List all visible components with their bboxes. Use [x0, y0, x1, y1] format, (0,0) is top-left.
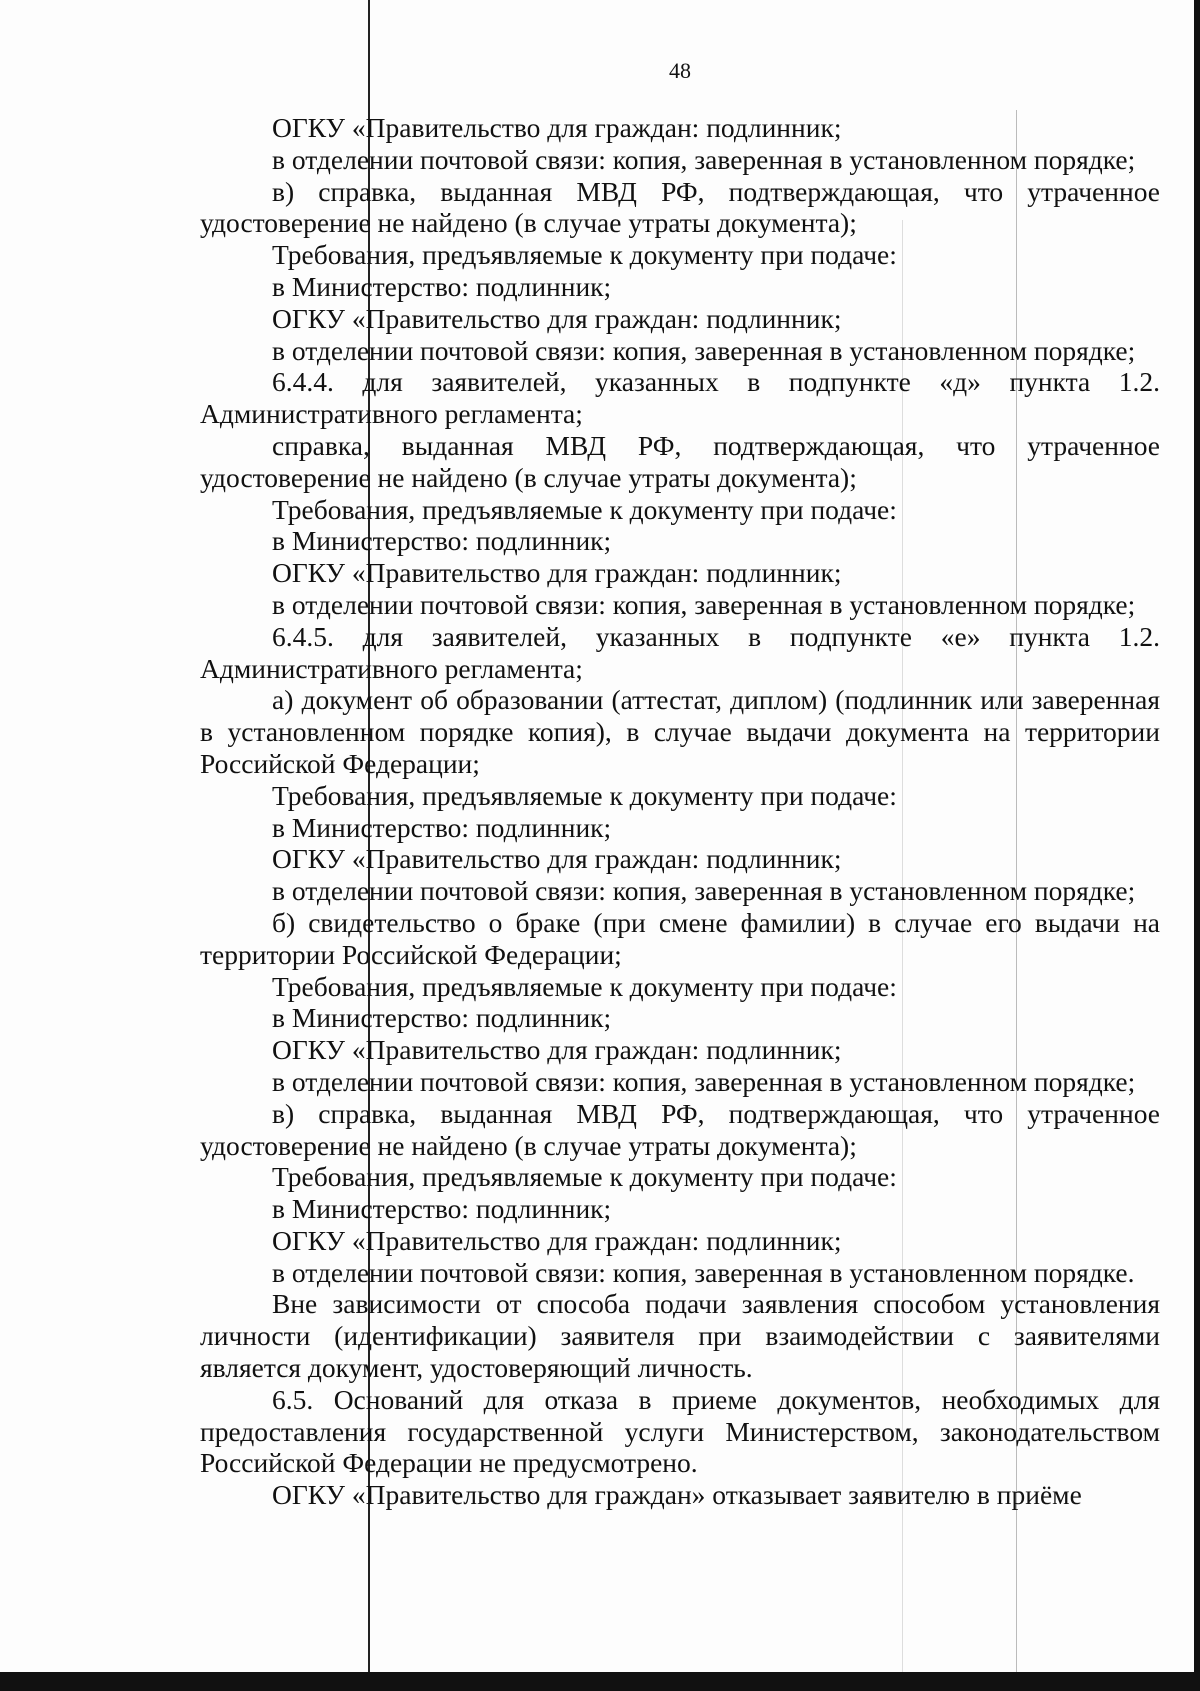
paragraph: в отделении почтовой связи: копия, заверенная в установленном порядке; [272, 588, 1136, 620]
paragraph: в отделении почтовой связи: копия, заверенная в установленном порядке; [272, 875, 1136, 907]
paragraph: ОГКУ «Правительство для граждан: подлинник; [272, 843, 842, 875]
paragraph: ОГКУ «Правительство для граждан: подлинник; [272, 557, 842, 589]
paragraph: справка, выданная МВД РФ, подтверждающая, что утраченное удостоверение не найдено (в случае утраты документа); [200, 429, 1160, 493]
paragraph: в Министерство: подлинник; [272, 270, 612, 302]
paragraph: в) справка, выданная МВД РФ, подтверждающая, что утраченное удостоверение не найдено (в случае утраты документа); [200, 1097, 1160, 1161]
paragraph: Требования, предъявляемые к документу при подаче: [272, 239, 897, 271]
paragraph: Требования, предъявляемые к документу при подаче: [272, 493, 897, 525]
paragraph: в отделении почтовой связи: копия, заверенная в установленном порядке; [272, 143, 1136, 175]
paragraph: в отделении почтовой связи: копия, заверенная в установленном порядке; [272, 334, 1136, 366]
paragraph: Требования, предъявляемые к документу при подаче: [272, 779, 897, 811]
paragraph: ОГКУ «Правительство для граждан» отказывает заявителю в приёме [272, 1479, 1082, 1511]
paragraph: в Министерство: подлинник; [272, 1193, 612, 1225]
paragraph: Вне зависимости от способа подачи заявления способом установления личности (идентификации) заявителя при взаимодействии с заявителями является документ, удостоверяющий личность. [200, 1288, 1160, 1384]
paragraph: ОГКУ «Правительство для граждан: подлинник; [272, 1034, 842, 1066]
page-number: 48 [669, 58, 691, 83]
scan-right-edge [1194, 0, 1200, 1691]
paragraph: в Министерство: подлинник; [272, 1002, 612, 1034]
paragraph: в Министерство: подлинник; [272, 525, 612, 557]
paragraph: в Министерство: подлинник; [272, 811, 612, 843]
paragraph: а) документ об образовании (аттестат, диплом) (подлинник или заверенная в установленном порядке копия), в случае выдачи документа на территории Российской Федерации; [200, 684, 1160, 779]
paragraph: в отделении почтовой связи: копия, заверенная в установленном порядке; [272, 1065, 1136, 1097]
paragraph: 6.5. Оснований для отказа в приеме документов, необходимых для предоставления государственной услуги Министерством, законодательством Российской Федерации не предусмотрено. [200, 1383, 1160, 1479]
paragraph: в отделении почтовой связи: копия, заверенная в установленном порядке. [272, 1256, 1135, 1288]
paragraph: ОГКУ «Правительство для граждан: подлинник; [272, 302, 842, 334]
paragraph: в) справка, выданная МВД РФ, подтверждающая, что утраченное удостоверение не найдено (в случае утраты документа); [200, 175, 1160, 239]
scan-bottom-edge [0, 1672, 1200, 1691]
paragraph: ОГКУ «Правительство для граждан: подлинник; [272, 1224, 842, 1256]
document-body [200, 112, 1160, 1511]
paragraph: ОГКУ «Правительство для граждан: подлинник; [272, 112, 842, 143]
paragraph: Требования, предъявляемые к документу при подаче: [272, 1161, 897, 1193]
paragraph: 6.4.4. для заявителей, указанных в подпункте «д» пункта 1.2. Административного регламента; [200, 366, 1160, 430]
paragraph: 6.4.5. для заявителей, указанных в подпункте «е» пункта 1.2. Административного регламента; [200, 620, 1160, 684]
paragraph: б) свидетельство о браке (при смене фамилии) в случае его выдачи на территории Российской Федерации; [200, 906, 1160, 970]
paragraph: Требования, предъявляемые к документу при подаче: [272, 970, 897, 1002]
